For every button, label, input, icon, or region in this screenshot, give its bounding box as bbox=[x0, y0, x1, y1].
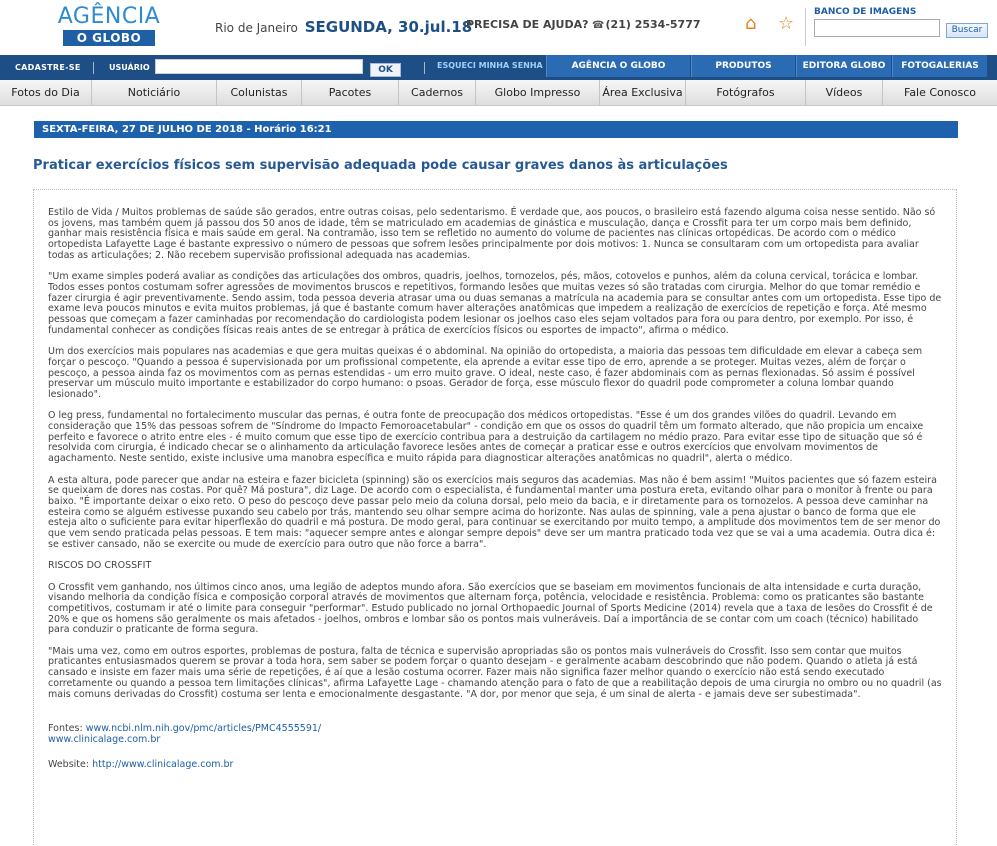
esqueci-senha-link[interactable]: ESQUECI MINHA SENHA bbox=[437, 61, 543, 70]
article-headline: Praticar exercícios físicos sem supervisão adequada pode causar graves danos às articulações bbox=[33, 158, 728, 173]
article-paragraph: Estilo de Vida / Muitos problemas de saúde são gerados, entre outras coisas, pelo sedentarismo. É verdade que, aos poucos, o brasileiro está fazendo alguma coisa nesse sentido. Não só os jovens, mas também quem já passou dos 50 anos de idade, têm se matriculado em academias de ginástica e musculação, dança e Crossfit para ter um corpo mais bem definido, ganhar mais resistência física e mais saúde em geral. Na contramão, isso tem se refletido no aumento do volume de pacientes nas clínicas ortopédicas. De acordo com o médico ortopedista Lafayette Lage é bastante expressivo o número de pessoas que sofrem lesões principalmente por dois motivos: 1. Nunca se consultaram com um ortopedista para avaliar todas as articulações; 2. Não recebem supervisão profissional adequada nas academias. bbox=[48, 207, 936, 261]
city-date bbox=[215, 18, 472, 36]
tab-produtos[interactable]: PRODUTOS bbox=[691, 55, 795, 77]
article-paragraph: "Um exame simples poderá avaliar as condições das articulações dos ombros, quadris, joelhos, tornozelos, pés, mãos, cotovelos e punhos, além da coluna cervical, torácica e lombar. Todos esses pontos costumam sofrer agressões de movimentos bruscos e repetitivos, formando lesões que muitas vezes só são tratadas com cirurgia. Melhor do que tomar remédio e fazer cirurgia é agir preventivamente. Sendo assim, toda pessoa deveria atrasar uma ou duas semanas a matrícula na academia para se consultar antes com um ortopedista. Esse tipo de exame leva poucos minutos e evita muitos problemas, já que é bastante comum haver alterações anatômicas que impedem a realização de exercícios de repetição e força. Até mesmo pessoas que começam a fazer caminhadas por recomendação do cardiologista podem lesionar os joelhos caso eles sejam voltados para fora ou para dentro, por exemplo. Por isso, é fundamental conhecer as condições físicas reais antes de se entregar à prática de exercícios físicos ou esportes de impacto", afirma o médico. bbox=[48, 271, 942, 336]
usuario-input[interactable] bbox=[155, 59, 363, 74]
article-body bbox=[33, 189, 957, 846]
article-paragraph: O leg press, fundamental no fortalecimento muscular das pernas, é outra fonte de preocupação dos médicos ortopedistas. "Esse é um dos grandes vilões do quadril. Levando em consideração que 15% das pessoas sofrem de "Síndrome do Impacto Femoroacetabular" - condição em que os ossos do quadril têm um formato alterado, que não propicia um encaixe perfeito e favorece o atrito entre eles - é muito comum que esse tipo de exercício contribua para a destruição da cartilagem no médio prazo. Para evitar esse tipo de situação que só é resolvida com cirurgia, é indicado checar se o alinhamento da articulação favorece lesões antes de começar a praticar esse e outros exercícios que envolvam movimentos de agachamento. Neste sentido, existe inclusive uma manobra específica e muito rápida para diagnosticar alterações anatômicas no quadril", alerta o médico. bbox=[48, 410, 924, 465]
banco-imagens-search-input[interactable] bbox=[814, 19, 940, 37]
article-text bbox=[48, 208, 942, 770]
logo-top-text: AGÊNCIA bbox=[57, 4, 161, 29]
menu-noticiario[interactable]: Noticiário bbox=[92, 80, 217, 106]
tab-fotogalerias[interactable]: FOTOGALERIAS bbox=[892, 55, 987, 77]
menu-fotos-do-dia[interactable]: Fotos do Dia bbox=[0, 80, 92, 106]
fonte-link-ncbi[interactable]: www.ncbi.nlm.nih.gov/pmc/articles/PMC4555591/ bbox=[85, 723, 322, 735]
website-link[interactable]: http://www.clinicalage.com.br bbox=[92, 758, 234, 770]
help-label: PRECISA DE AJUDA? bbox=[466, 18, 589, 31]
home-icon[interactable]: ⌂ bbox=[745, 13, 757, 34]
site-header bbox=[0, 0, 997, 55]
website-label: Website: bbox=[48, 758, 93, 770]
header-divider bbox=[805, 8, 806, 46]
menu-globo-impresso[interactable]: Globo Impresso bbox=[476, 80, 600, 106]
usuario-label: USUÁRIO bbox=[109, 63, 150, 72]
article-date-bar: SEXTA-FEIRA, 27 DE JULHO DE 2018 - Horário 16:21 bbox=[34, 121, 958, 138]
tab-editora-globo[interactable]: EDITORA GLOBO bbox=[796, 55, 891, 77]
help-phone: (21) 2534-5777 bbox=[605, 18, 701, 31]
agencia-o-globo-logo[interactable] bbox=[55, 5, 163, 47]
star-icon[interactable]: ☆ bbox=[778, 13, 795, 34]
menu-fotografos[interactable]: Fotógrafos bbox=[686, 80, 806, 106]
city-name: Rio de Janeiro bbox=[215, 21, 298, 35]
menu-cadernos[interactable]: Cadernos bbox=[399, 80, 476, 106]
buscar-button[interactable]: Buscar bbox=[946, 23, 988, 38]
article-sources bbox=[48, 724, 942, 745]
menu-pacotes[interactable]: Pacotes bbox=[302, 80, 399, 106]
article-paragraph: "Mais uma vez, como em outros esportes, problemas de postura, falta de técnica e supervisão apropriadas são os pontos mais vulneráveis do Crossfit. Isso sem contar que muitos praticantes entusiasmados querem se provar a toda hora, sem saber se podem forçar o quanto desejam - e geralmente acabam descobrindo que não podem. Quando o atleta já está cansado e insiste em fazer mais uma série de repetições, é aí que a lesão costuma ocorrer. Fazer mais não significa fazer melhor quando o exercício não está sendo executado corretamente ou quando a pessoa tem limitações clínicas", afirma Lafayette Lage - chamando atenção para o fato de que a reabilitação depois de uma cirurgia no ombro ou no quadril (as mais comuns derivadas do Crossfit) costuma ser lenta e emocionalmente desgastante. "A dor, por menor que seja, é um sinal de alerta - e jamais deve ser subestimada". bbox=[48, 645, 942, 700]
fontes-label: Fontes: bbox=[48, 723, 86, 735]
help-contact bbox=[466, 18, 701, 31]
cadastre-se-link[interactable]: CADASTRE-SE bbox=[15, 63, 81, 72]
menu-area-exclusiva[interactable]: Área Exclusiva bbox=[600, 80, 686, 106]
main-menu bbox=[0, 80, 997, 106]
article-website bbox=[48, 760, 942, 771]
tab-agencia-o-globo[interactable]: AGÊNCIA O GLOBO bbox=[546, 55, 690, 77]
login-ok-button[interactable]: OK bbox=[370, 63, 401, 77]
fonte-link-clinicalage[interactable]: www.clinicalage.com.br bbox=[48, 733, 161, 745]
menu-fale-conosco[interactable]: Fale Conosco bbox=[904, 86, 976, 99]
logo-bottom-text: O GLOBO bbox=[63, 30, 155, 46]
menu-colunistas[interactable]: Colunistas bbox=[217, 80, 302, 106]
article-paragraph: O Crossfit vem ganhando, nos últimos cinco anos, uma legião de adeptos mundo afora. São exercícios que se baseiam em movimentos funcionais de alta intensidade e curta duração, visando melhoria da condição física e composição corporal através de movimentos que alternam força, potência, velocidade e resistência. Problema: como os praticantes são bastante competitivos, costumam ir até o limite para conseguir "performar". Estudo publicado no jornal Orthopaedic Journal of Sports Medicine (2014) revela que a taxa de lesões do Crossfit é de 20% e que os homens são geralmente os mais afetados - joelhos, ombros e lombar são os pontos mais vulneráveis. Daí a importância de se contar com um coach (técnico) habilitado para conduzir o praticante de forma segura. bbox=[48, 581, 933, 636]
article-subheading: RISCOS DO CROSSFIT bbox=[48, 560, 152, 572]
nav-separator bbox=[93, 62, 94, 74]
phone-icon: ☎ bbox=[592, 20, 605, 31]
nav-separator bbox=[424, 62, 425, 74]
article-paragraph: A esta altura, pode parecer que andar na esteira e fazer bicicleta (spinning) são os exercícios mais seguros das academias. Mas não é bem assim! "Muitos pacientes que só fazem esteira se queixam de dores nas costas. Por quê? Má postura", diz Lage. De acordo com o especialista, é fundamental manter uma postura ereta, evitando olhar para o monitor à frente ou para baixo. "É importante deixar o eixo reto. O peso do pescoço deve passar pelo meio da coluna dorsal, pelo meio da bacia, e ir diretamente para os tornozelos. A pessoa deve caminhar na esteira como se alguém estivesse puxando seu cabelo por trás, mantendo seu olhar sempre acima do horizonte. Nas aulas de spinning, vale a pena ajustar o banco de forma que ele esteja alto o suficiente para evitar hiperflexão do quadril e má postura. De modo geral, para continuar se exercitando por muito tempo, a amplitude dos movimentos tem de ser menor do que vem sendo praticada pelas pessoas. E tem mais: "aquecer sempre antes e alongar sempre depois" deve ser um mantra praticado toda vez que se vai a uma academia. Outra dica é: se estiver cansado, não se exercite ou mude de exercício para outro que não force a barra". bbox=[48, 474, 941, 550]
banco-imagens-label: BANCO DE IMAGENS bbox=[814, 7, 917, 17]
article-paragraph: Um dos exercícios mais populares nas academias e que gera muitas queixas é o abdominal. Na opinião do ortopedista, a maioria das pessoas tem dificuldade em elevar a cabeça sem forçar o pescoço. "Quando a pessoa é supervisionada por um profissional competente, ela aprende a evitar esse tipo de erro, aprende a se proteger. Muitas vezes, além de forçar o pescoço, a pessoa ainda faz os movimentos com as pernas estendidas - um erro muito grave. O ideal, neste caso, é fazer abdominais com as pernas flexionadas. Só assim é possível preservar um músculo muito importante e estabilizador do corpo humano: o psoas. Gerador de força, esse músculo flexor do quadril pode comprometer a coluna lombar quando lesionado". bbox=[48, 346, 923, 400]
current-date: SEGUNDA, 30.jul.18 bbox=[304, 18, 473, 36]
menu-videos[interactable]: Vídeos bbox=[806, 80, 883, 106]
top-navbar bbox=[0, 55, 997, 80]
